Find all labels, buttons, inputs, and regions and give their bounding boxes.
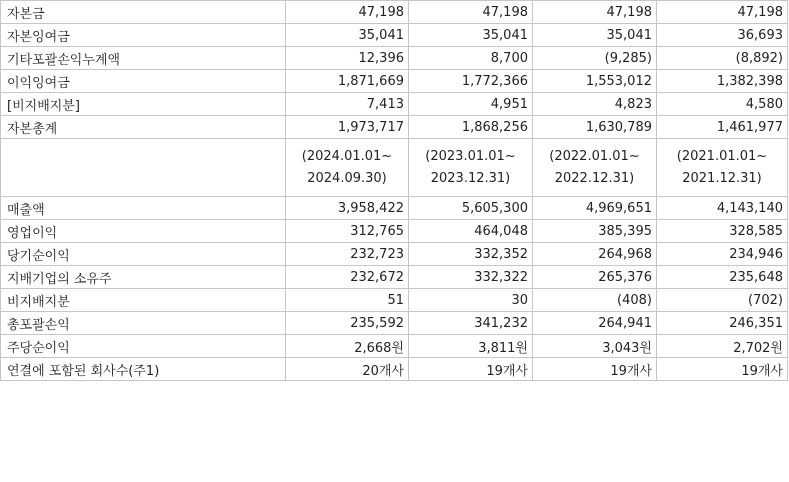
row-label: 당기순이익 <box>1 243 286 266</box>
value-cell: 1,630,789 <box>533 116 657 139</box>
value-cell: 264,941 <box>533 312 657 335</box>
value-cell: 312,765 <box>286 220 409 243</box>
table-row <box>1 220 788 243</box>
value-cell: 4,580 <box>657 93 788 116</box>
value-cell: 5,605,300 <box>409 197 533 220</box>
row-label: 영업이익 <box>1 220 286 243</box>
value-cell: 328,585 <box>657 220 788 243</box>
period-end: 2023.12.31) <box>430 170 511 186</box>
value-cell: 3,811원 <box>409 335 533 358</box>
table-row <box>1 116 788 139</box>
row-label: 기타포괄손익누계액 <box>1 47 286 70</box>
row-label: 이익잉여금 <box>1 70 286 93</box>
value-cell: 332,352 <box>409 243 533 266</box>
value-cell: 1,553,012 <box>533 70 657 93</box>
value-cell: 2,702원 <box>657 335 788 358</box>
value-cell: 234,946 <box>657 243 788 266</box>
table-row <box>1 358 788 381</box>
value-cell: 19개사 <box>409 358 533 381</box>
period-start: (2024.01.01~ <box>301 148 393 164</box>
value-cell: 35,041 <box>533 24 657 47</box>
value-cell: 12,396 <box>286 47 409 70</box>
row-label: 비지배지분 <box>1 289 286 312</box>
row-label: 자본금 <box>1 1 286 24</box>
row-label: 지배기업의 소유주 <box>1 266 286 289</box>
value-cell: (702) <box>657 289 788 312</box>
period-end: 2024.09.30) <box>307 170 387 186</box>
value-cell: 1,772,366 <box>409 70 533 93</box>
value-cell: 47,198 <box>409 1 533 24</box>
row-label: 연결에 포함된 회사수(주1) <box>1 358 286 381</box>
period-end: 2021.12.31) <box>682 170 762 186</box>
value-cell: 1,871,669 <box>286 70 409 93</box>
value-cell: 232,723 <box>286 243 409 266</box>
period-cell <box>657 139 788 197</box>
value-cell: 1,868,256 <box>409 116 533 139</box>
value-cell: 235,592 <box>286 312 409 335</box>
value-cell: (8,892) <box>657 47 788 70</box>
value-cell: 4,823 <box>533 93 657 116</box>
value-cell: 35,041 <box>409 24 533 47</box>
table-row <box>1 289 788 312</box>
value-cell: 20개사 <box>286 358 409 381</box>
row-label: 매출액 <box>1 197 286 220</box>
value-cell: 1,973,717 <box>286 116 409 139</box>
value-cell: 232,672 <box>286 266 409 289</box>
period-end: 2022.12.31) <box>554 170 635 186</box>
value-cell: 1,461,977 <box>657 116 788 139</box>
table-row <box>1 70 788 93</box>
table-row <box>1 266 788 289</box>
value-cell: 2,668원 <box>286 335 409 358</box>
period-start: (2022.01.01~ <box>549 148 640 164</box>
table-row <box>1 24 788 47</box>
period-cell <box>533 139 657 197</box>
value-cell: 264,968 <box>533 243 657 266</box>
table-row <box>1 335 788 358</box>
period-label-cell <box>1 139 286 197</box>
period-start: (2021.01.01~ <box>676 148 768 164</box>
value-cell: 35,041 <box>286 24 409 47</box>
row-label: 총포괄손익 <box>1 312 286 335</box>
row-label: 자본잉여금 <box>1 24 286 47</box>
value-cell: 30 <box>409 289 533 312</box>
table-row <box>1 197 788 220</box>
value-cell: 385,395 <box>533 220 657 243</box>
value-cell: 246,351 <box>657 312 788 335</box>
value-cell: 4,143,140 <box>657 197 788 220</box>
table-body <box>1 1 788 381</box>
table-row <box>1 312 788 335</box>
table-row <box>1 47 788 70</box>
value-cell: 332,322 <box>409 266 533 289</box>
value-cell: 341,232 <box>409 312 533 335</box>
value-cell: 1,382,398 <box>657 70 788 93</box>
row-label: 자본총계 <box>1 116 286 139</box>
value-cell: 19개사 <box>533 358 657 381</box>
value-cell: 47,198 <box>533 1 657 24</box>
value-cell: 8,700 <box>409 47 533 70</box>
value-cell: 235,648 <box>657 266 788 289</box>
value-cell: 4,951 <box>409 93 533 116</box>
period-start: (2023.01.01~ <box>425 148 516 164</box>
value-cell: 3,958,422 <box>286 197 409 220</box>
value-cell: 19개사 <box>657 358 788 381</box>
value-cell: (408) <box>533 289 657 312</box>
value-cell: 36,693 <box>657 24 788 47</box>
table-row <box>1 93 788 116</box>
row-label: 주당순이익 <box>1 335 286 358</box>
value-cell: 47,198 <box>286 1 409 24</box>
table-row <box>1 243 788 266</box>
value-cell: 265,376 <box>533 266 657 289</box>
period-cell <box>286 139 409 197</box>
period-cell <box>409 139 533 197</box>
table-row <box>1 1 788 24</box>
row-label: [비지배지분] <box>1 93 286 116</box>
value-cell: 51 <box>286 289 409 312</box>
value-cell: (9,285) <box>533 47 657 70</box>
period-header-row <box>1 139 788 197</box>
value-cell: 7,413 <box>286 93 409 116</box>
value-cell: 464,048 <box>409 220 533 243</box>
value-cell: 47,198 <box>657 1 788 24</box>
value-cell: 3,043원 <box>533 335 657 358</box>
value-cell: 4,969,651 <box>533 197 657 220</box>
